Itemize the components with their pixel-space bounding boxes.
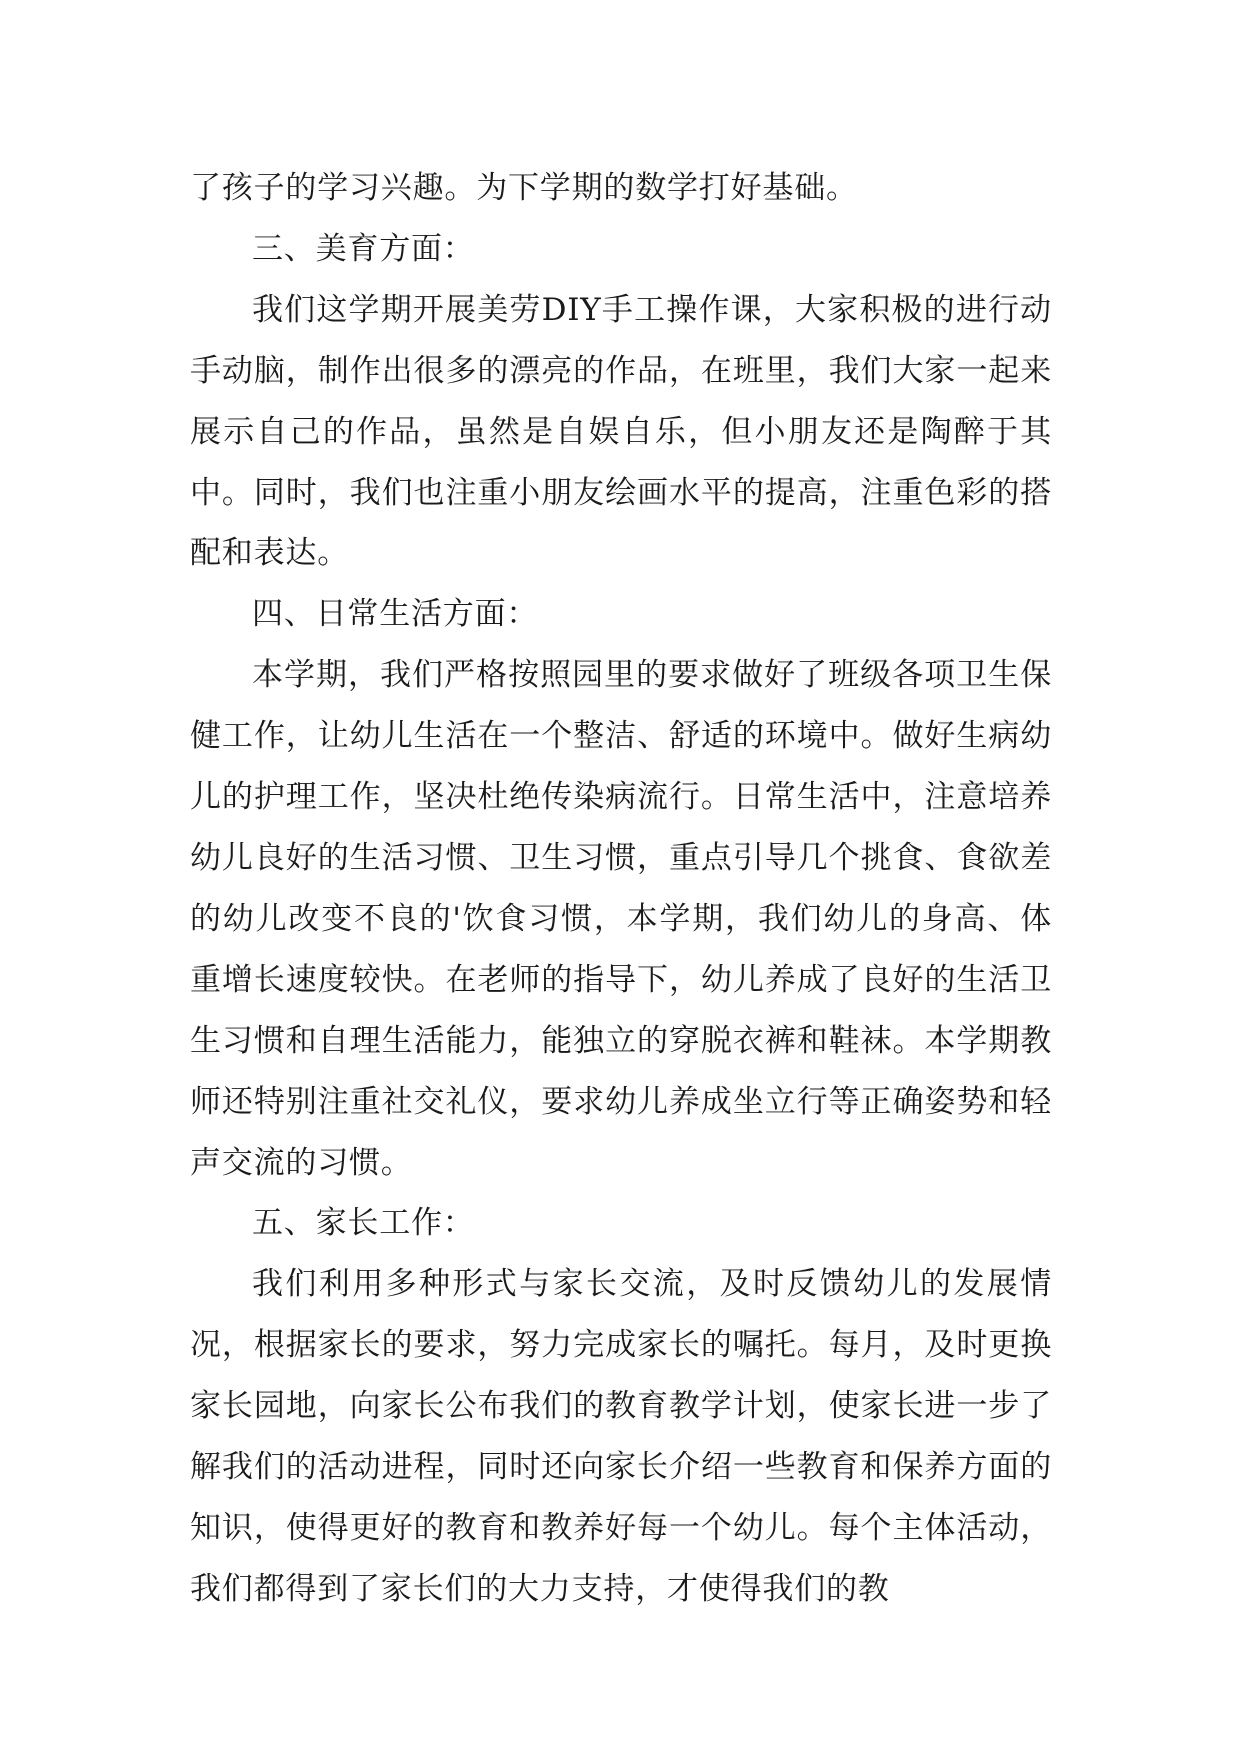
paragraph-parent-work: 我们利用多种形式与家长交流，及时反馈幼儿的发展情况，根据家长的要求，努力完成家长的嘱托。每月，及时更换家长园地，向家长公布我们的教育教学计划，使家长进一步了解我们的活动进程，同时还向家长介绍一些教育和保养方面的知识，使得更好的教育和教养好每一个幼儿。每个主体活动，我们都得到了家长们的大力支持，才使得我们的教	[190, 1266, 1052, 1607]
section-heading-aesthetic-education: 三、美育方面：	[252, 230, 475, 267]
section-heading-parent-work: 五、家长工作：	[252, 1205, 475, 1242]
document-body	[190, 158, 1052, 1620]
paragraph-aesthetic-education: 我们这学期开展美劳DIY手工操作课，大家积极的进行动手动脑，制作出很多的漂亮的作品，在班里，我们大家一起来展示自己的作品，虽然是自娱自乐，但小朋友还是陶醉于其中。同时，我们也注重小朋友绘画水平的提高，注重色彩的搭配和表达。	[190, 291, 1052, 572]
paragraph-continuation: 了孩子的学习兴趣。为下学期的数学打好基础。	[190, 170, 858, 206]
paragraph-daily-life: 本学期，我们严格按照园里的要求做好了班级各项卫生保健工作，让幼儿生活在一个整洁、舒适的环境中。做好生病幼儿的护理工作，坚决杜绝传染病流行。日常生活中，注意培养幼儿良好的生活习惯、卫生习惯，重点引导几个挑食、食欲差的幼儿改变不良的'饮食习惯，本学期，我们幼儿的身高、体重增长速度较快。在老师的指导下，幼儿养成了良好的生活卫生习惯和自理生活能力，能独立的穿脱衣裤和鞋袜。本学期教师还特别注重社交礼仪，要求幼儿养成坐立行等正确姿势和轻声交流的习惯。	[190, 657, 1052, 1181]
section-heading-daily-life: 四、日常生活方面：	[252, 596, 539, 633]
